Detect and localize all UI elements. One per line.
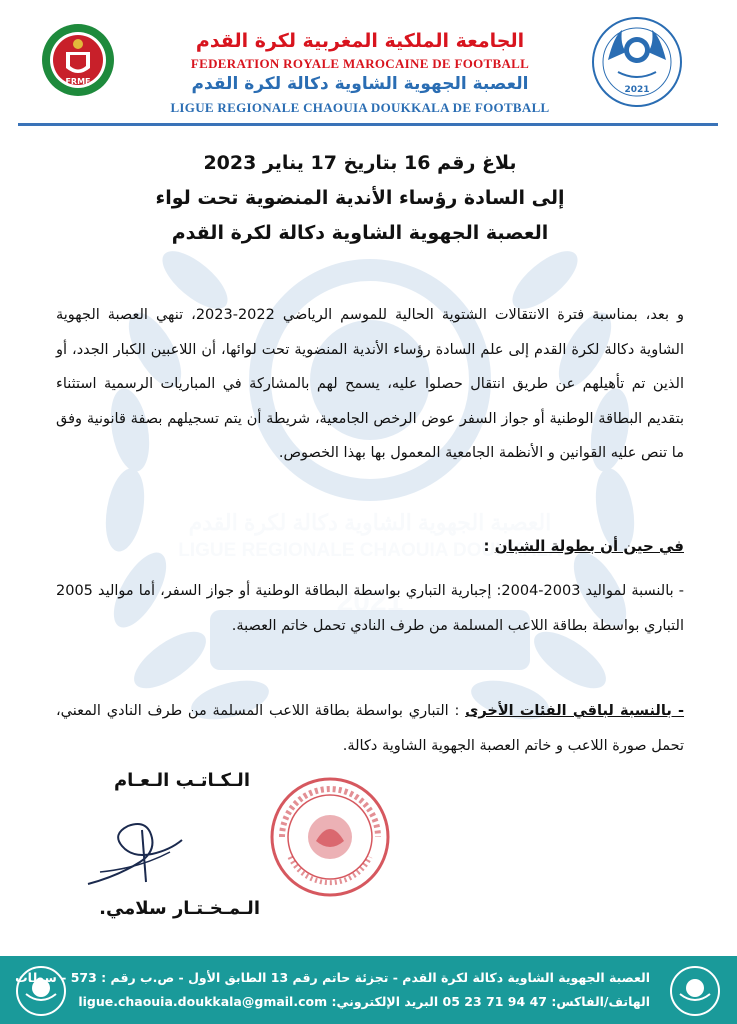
body-paragraph-3 xyxy=(56,694,684,763)
communique-number: بلاغ رقم 16 بتاريخ 17 يناير 2023 xyxy=(203,152,517,174)
watermark-arabic xyxy=(60,510,680,536)
secretary-general-name-suffix: . xyxy=(99,898,106,919)
footer-emblem-icon-right xyxy=(668,964,722,1018)
official-stamp xyxy=(268,775,392,899)
federation-arabic-name: الجامعة الملكية المغربية لكرة القدم xyxy=(195,30,525,52)
secretary-general-name-text: الـمـخـتـار سلامي xyxy=(105,898,260,919)
frmf-crest-text: FRMF xyxy=(65,77,91,86)
footer-address: العصبة الجهوية الشاوية دكالة لكرة القدم - تجزئة حاتم رقم 13 الطابق الأول - ص.ب رقم : 573 - سطات xyxy=(15,970,650,985)
ligue-emblem-icon xyxy=(588,10,686,110)
secretary-general-title: الـكـاتـب الـعـام xyxy=(113,770,250,791)
body-paragraph-2: - بالنسبة لمواليد 2003-2004: إجبارية التباري بواسطة البطاقة الوطنية أو جواز السفر، أما مواليد 2005 التباري بواسطة بطاقة اللاعب المسلمة من طرف النادي تحمل خاتم العصبة. xyxy=(56,583,684,634)
body-paragraph-1: و بعد، بمناسبة فترة الانتقالات الشتوية الحالية للموسم الرياضي 2022-2023، تنهي العصبة الجهوية الشاوية دكالة لكرة القدم إلى علم السادة رؤساء الأندية المنضوية تحت لوائها، أن اللاعبين الكبار الجدد، أو الذين تم تأهيلهم عن طريق انتقال حصلوا عليه، يسمح لهم بالمشاركة في المباريات الرسمية استثناء بتقديم البطاقة الوطنية أو جواز السفر عوض الرخص الجامعية، شريطة أن يتم تسجيلهم بصفة قانونية وفق ما تنص عليه القوانين و الأنظمة الجامعية المعمول بها بهذا الخصوص. xyxy=(56,307,684,461)
ligue-emblem-year: 2021 xyxy=(624,85,650,95)
secretary-general-name xyxy=(70,898,260,919)
federation-french-name: FEDERATION ROYALE MAROCAINE DE FOOTBALL xyxy=(190,56,530,71)
handwritten-signature xyxy=(80,812,190,898)
league-arabic-name: العصبة الجهوية الشاوية دكالة لكرة القدم xyxy=(191,74,529,94)
footer-bar xyxy=(0,956,737,1024)
league-french-name: LIGUE REGIONALE CHAOUIA DOUKKALA DE FOOTBALL xyxy=(170,100,550,115)
addressee-line-2: العصبة الجهوية الشاوية دكالة لكرة القدم xyxy=(171,222,549,244)
youth-championship-colon: : xyxy=(483,537,495,555)
footer-contact: الهاتف/الفاكس: 47 94 71 23 05 البريد الإلكتروني: ligue.chaouia.doukkala@gmail.com xyxy=(78,994,650,1009)
letterhead xyxy=(0,0,737,125)
addressee-line-1: إلى السادة رؤساء الأندية المنضوية تحت لواء xyxy=(155,187,565,209)
youth-championship-heading xyxy=(240,537,684,555)
youth-championship-heading-text: في حين أن بطولة الشبان xyxy=(494,537,684,555)
other-categories-label: - بالنسبة لباقي الفئات الأخرى xyxy=(465,703,685,719)
frmf-crest-icon xyxy=(40,22,116,98)
header-divider xyxy=(18,123,718,126)
other-categories-text: : التباري بواسطة بطاقة اللاعب المسلمة من طرف النادي المعني، تحمل صورة اللاعب و خاتم العصبة الجهوية الشاوية دكالة. xyxy=(56,703,684,754)
